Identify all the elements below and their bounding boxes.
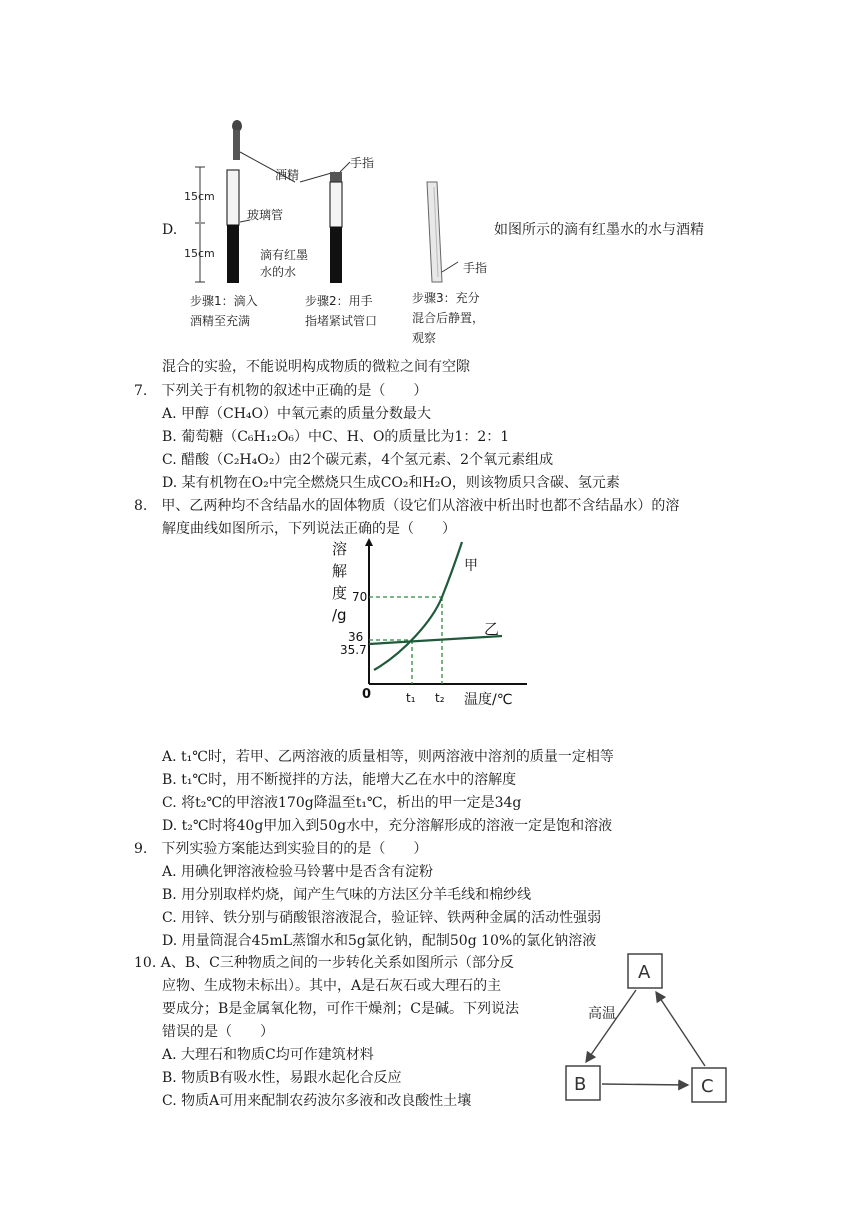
q8-stem-line1: 8. 甲、乙两种均不含结晶水的固体物质（设它们从溶液中析出时也都不含结晶水）的溶 [134, 498, 680, 514]
y-tick-36: 36 [348, 630, 364, 644]
series-yi-label: 乙 [484, 620, 500, 638]
arrow-a-to-b [586, 990, 636, 1062]
label-red-water-1: 滴有红墨 [260, 248, 309, 262]
step1-line1: 步骤1：滴入 [190, 294, 258, 308]
ylabel-char-1: 溶 [332, 540, 348, 558]
dim-label-top: 15cm [184, 190, 215, 203]
arrow-b-to-c [602, 1084, 688, 1085]
q8-option-d: D. t₂℃时将40g甲加入到50g水中，充分溶解形成的溶液一定是饱和溶液 [162, 818, 613, 834]
series-jia-line [374, 542, 462, 670]
dim-label-bottom: 15cm [184, 247, 215, 260]
tube-1 [227, 120, 242, 283]
ylabel-char-3: 度 [332, 584, 348, 602]
label-red-water-2: 水的水 [260, 265, 297, 279]
q10-stem-line4: 错误的是（ ） [162, 1024, 274, 1040]
q10-option-c: C. 物质A可用来配制农药波尔多液和改良酸性土壤 [162, 1093, 472, 1109]
q8-option-b: B. t₁℃时，用不断搅拌的方法，能增大乙在水中的溶解度 [162, 772, 517, 788]
y-tick-70: 70 [352, 590, 368, 604]
node-b-label: B [574, 1074, 587, 1095]
tube-2 [330, 172, 342, 283]
option-d-letter: D. [162, 222, 178, 238]
ylabel-char-2: 解 [332, 562, 348, 580]
q7-option-b: B. 葡萄糖（C₆H₁₂O₆）中C、H、O的质量比为1：2：1 [162, 429, 510, 445]
step3-line1: 步骤3：充分 [412, 291, 480, 305]
step2-line2: 指堵紧试管口 [305, 314, 378, 328]
edge-label-high-temp: 高温 [588, 1006, 616, 1022]
q7-option-d: D. 某有机物在O₂中完全燃烧只生成CO₂和H₂O，则该物质只含碳、氢元素 [162, 475, 620, 491]
step3-line3: 观察 [412, 331, 437, 345]
x-tick-t1: t₁ [406, 691, 416, 705]
q10-option-b: B. 物质B有吸水性，易跟水起化合反应 [162, 1070, 402, 1086]
q8-stem-line2: 解度曲线如图所示，下列说法正确的是（ ） [162, 521, 456, 537]
label-alcohol: 酒精 [275, 168, 300, 182]
node-a-label: A [638, 962, 651, 983]
q7-stem: 7. 下列关于有机物的叙述中正确的是（ ） [134, 383, 428, 399]
q9-option-b: B. 用分别取样灼烧，闻产生气味的方法区分羊毛线和棉纱线 [162, 887, 532, 903]
step3-line2: 混合后静置， [412, 311, 485, 325]
label-finger-2: 手指 [463, 261, 488, 275]
series-yi-line [369, 636, 502, 644]
ylabel-char-4: /g [332, 606, 347, 624]
q7-option-c: C. 醋酸（C₂H₄O₂）由2个碳元素，4个氢元素、2个氧元素组成 [162, 452, 554, 468]
solubility-chart [322, 532, 532, 718]
q10-stem-line1: 10. A、B、C三种物质之间的一步转化关系如图所示（部分反 [134, 955, 514, 971]
alcohol-water-figure [180, 112, 488, 347]
y-tick-35-7: 35.7 [340, 643, 367, 657]
x-tick-0: 0 [362, 687, 372, 702]
q8-option-c: C. 将t₂℃的甲溶液170g降温至t₁℃，析出的甲一定是34g [162, 795, 522, 811]
option-d-text-1: 如图所示的滴有红墨水的水与酒精 [494, 222, 704, 238]
dimension-markers [195, 167, 205, 282]
q10-stem-line3: 要成分；B是金属氧化物，可作干燥剂；C是碱。下列说法 [162, 1001, 519, 1017]
q10-stem-line2: 应物、生成物未标出）。其中，A是石灰石或大理石的主 [162, 978, 502, 994]
option-d-text-2: 混合的实验，不能说明构成物质的微粒之间有空隙 [162, 359, 470, 375]
series-jia-label: 甲 [464, 558, 478, 574]
x-tick-t2: t₂ [435, 691, 445, 705]
tube-3 [427, 182, 442, 282]
node-c-label: C [701, 1076, 714, 1097]
step1-line2: 酒精至充满 [190, 314, 251, 328]
q9-option-d: D. 用量筒混合45mL蒸馏水和5g氯化钠，配制50g 10%的氯化钠溶液 [162, 933, 597, 949]
q9-option-a: A. 用碘化钾溶液检验马铃薯中是否含有淀粉 [162, 864, 434, 880]
label-finger-1: 手指 [350, 156, 375, 170]
x-axis-label: 温度/℃ [464, 692, 513, 708]
arrow-c-to-a [656, 992, 705, 1066]
step2-line1: 步骤2：用手 [305, 294, 373, 308]
q7-option-a: A. 甲醇（CH₄O）中氧元素的质量分数最大 [162, 406, 432, 422]
q10-option-a: A. 大理石和物质C均可作建筑材料 [162, 1047, 374, 1063]
abc-conversion-diagram [560, 948, 740, 1108]
label-glass-tube: 玻璃管 [247, 208, 284, 222]
q9-stem: 9. 下列实验方案能达到实验目的的是（ ） [134, 841, 428, 857]
q9-option-c: C. 用锌、铁分别与硝酸银溶液混合，验证锌、铁两种金属的活动性强弱 [162, 910, 602, 926]
q8-option-a: A. t₁℃时，若甲、乙两溶液的质量相等，则两溶液中溶剂的质量一定相等 [162, 749, 614, 765]
